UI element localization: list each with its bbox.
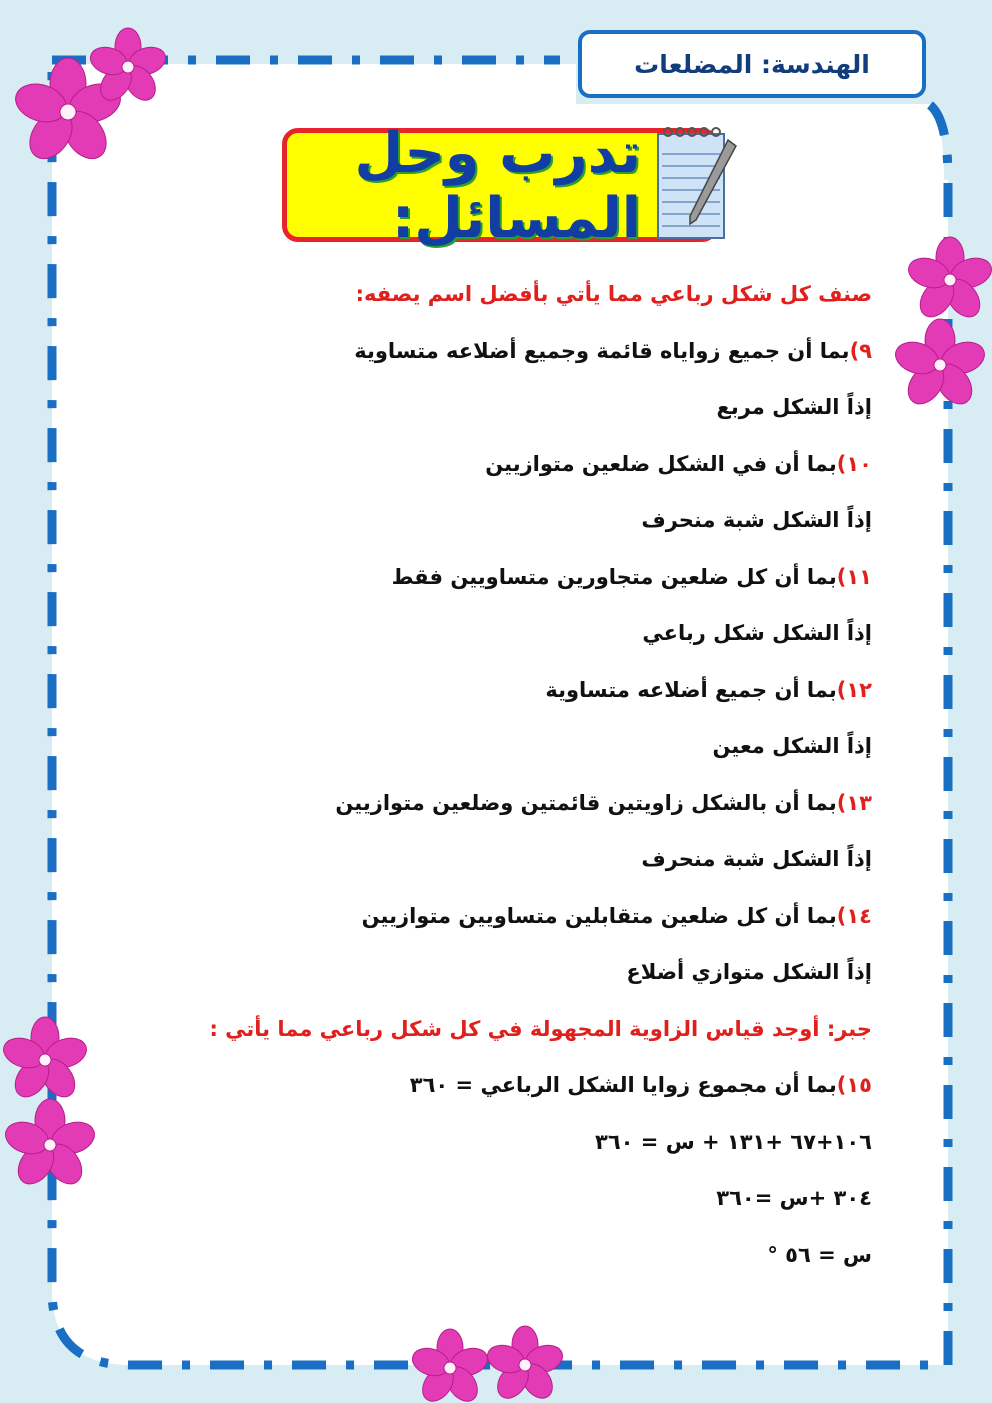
question-9 <box>112 331 872 388</box>
pink-flower-icon <box>400 1320 580 1403</box>
question-number: ١٤) <box>836 903 872 928</box>
answer-12: إذاً الشكل معين <box>712 734 872 758</box>
question-text: بما أن كل ضلعين متجاورين متساويين فقط <box>391 564 837 589</box>
question-number: ١٥) <box>836 1073 872 1097</box>
question-12 <box>112 670 872 727</box>
solution-step-1: ١٠٦+٦٧ +١٣١ + س = ٣٦٠ <box>595 1129 872 1154</box>
question-13 <box>112 783 872 840</box>
pink-flower-icon <box>895 225 992 415</box>
question-text: بما أن في الشكل ضلعين متوازيين <box>485 451 837 476</box>
notepad-pencil-icon <box>650 120 740 250</box>
question-number: ١٣) <box>836 790 872 815</box>
question-number: ١٠) <box>836 451 872 476</box>
answer-13: إذاً الشكل شبة منحرف <box>641 847 872 871</box>
instruction-algebra: جبر: أوجد قياس الزاوية المجهولة في كل شكل رباعي مما يأتي : <box>209 1016 872 1041</box>
question-number: ١٢) <box>836 677 872 702</box>
question-14 <box>112 896 872 953</box>
exercise-content <box>112 274 872 1291</box>
solution-step-2: ٣٠٤ +س =٣٦٠ <box>716 1186 872 1210</box>
question-11 <box>112 557 872 614</box>
header-box <box>578 30 926 98</box>
pink-flower-icon <box>0 1010 100 1200</box>
question-number: ٩) <box>849 338 872 363</box>
solution-step-3: س = ٥٦ ° <box>767 1242 872 1267</box>
answer-9: إذاً الشكل مربع <box>716 395 872 419</box>
answer-10: إذاً الشكل شبة منحرف <box>641 508 872 532</box>
instruction-classify: صنف كل شكل رباعي مما يأتي بأفضل اسم يصفه: <box>355 282 872 306</box>
question-text: بما أن بالشكل زاويتين قائمتين وضلعين متوازيين <box>335 790 837 815</box>
pink-flower-icon <box>8 22 168 197</box>
question-text: بما أن مجموع زوايا الشكل الرباعي = ٣٦٠ <box>409 1073 837 1097</box>
question-15 <box>112 1065 872 1122</box>
question-number: ١١) <box>836 564 872 589</box>
answer-14: إذاً الشكل متوازي أضلاع <box>626 960 872 984</box>
answer-11: إذاً الشكل شكل رباعي <box>642 621 872 645</box>
question-text: بما أن جميع زواياه قائمة وجميع أضلاعه متساوية <box>354 338 850 363</box>
question-text: بما أن جميع أضلاعه متساوية <box>545 677 837 702</box>
question-text: بما أن كل ضلعين متقابلين متساويين متوازيين <box>361 903 837 928</box>
header-title: الهندسة: المضلعات <box>634 49 870 79</box>
banner-title: تدرب وحل المسائل: <box>354 121 641 251</box>
question-10 <box>112 444 872 501</box>
